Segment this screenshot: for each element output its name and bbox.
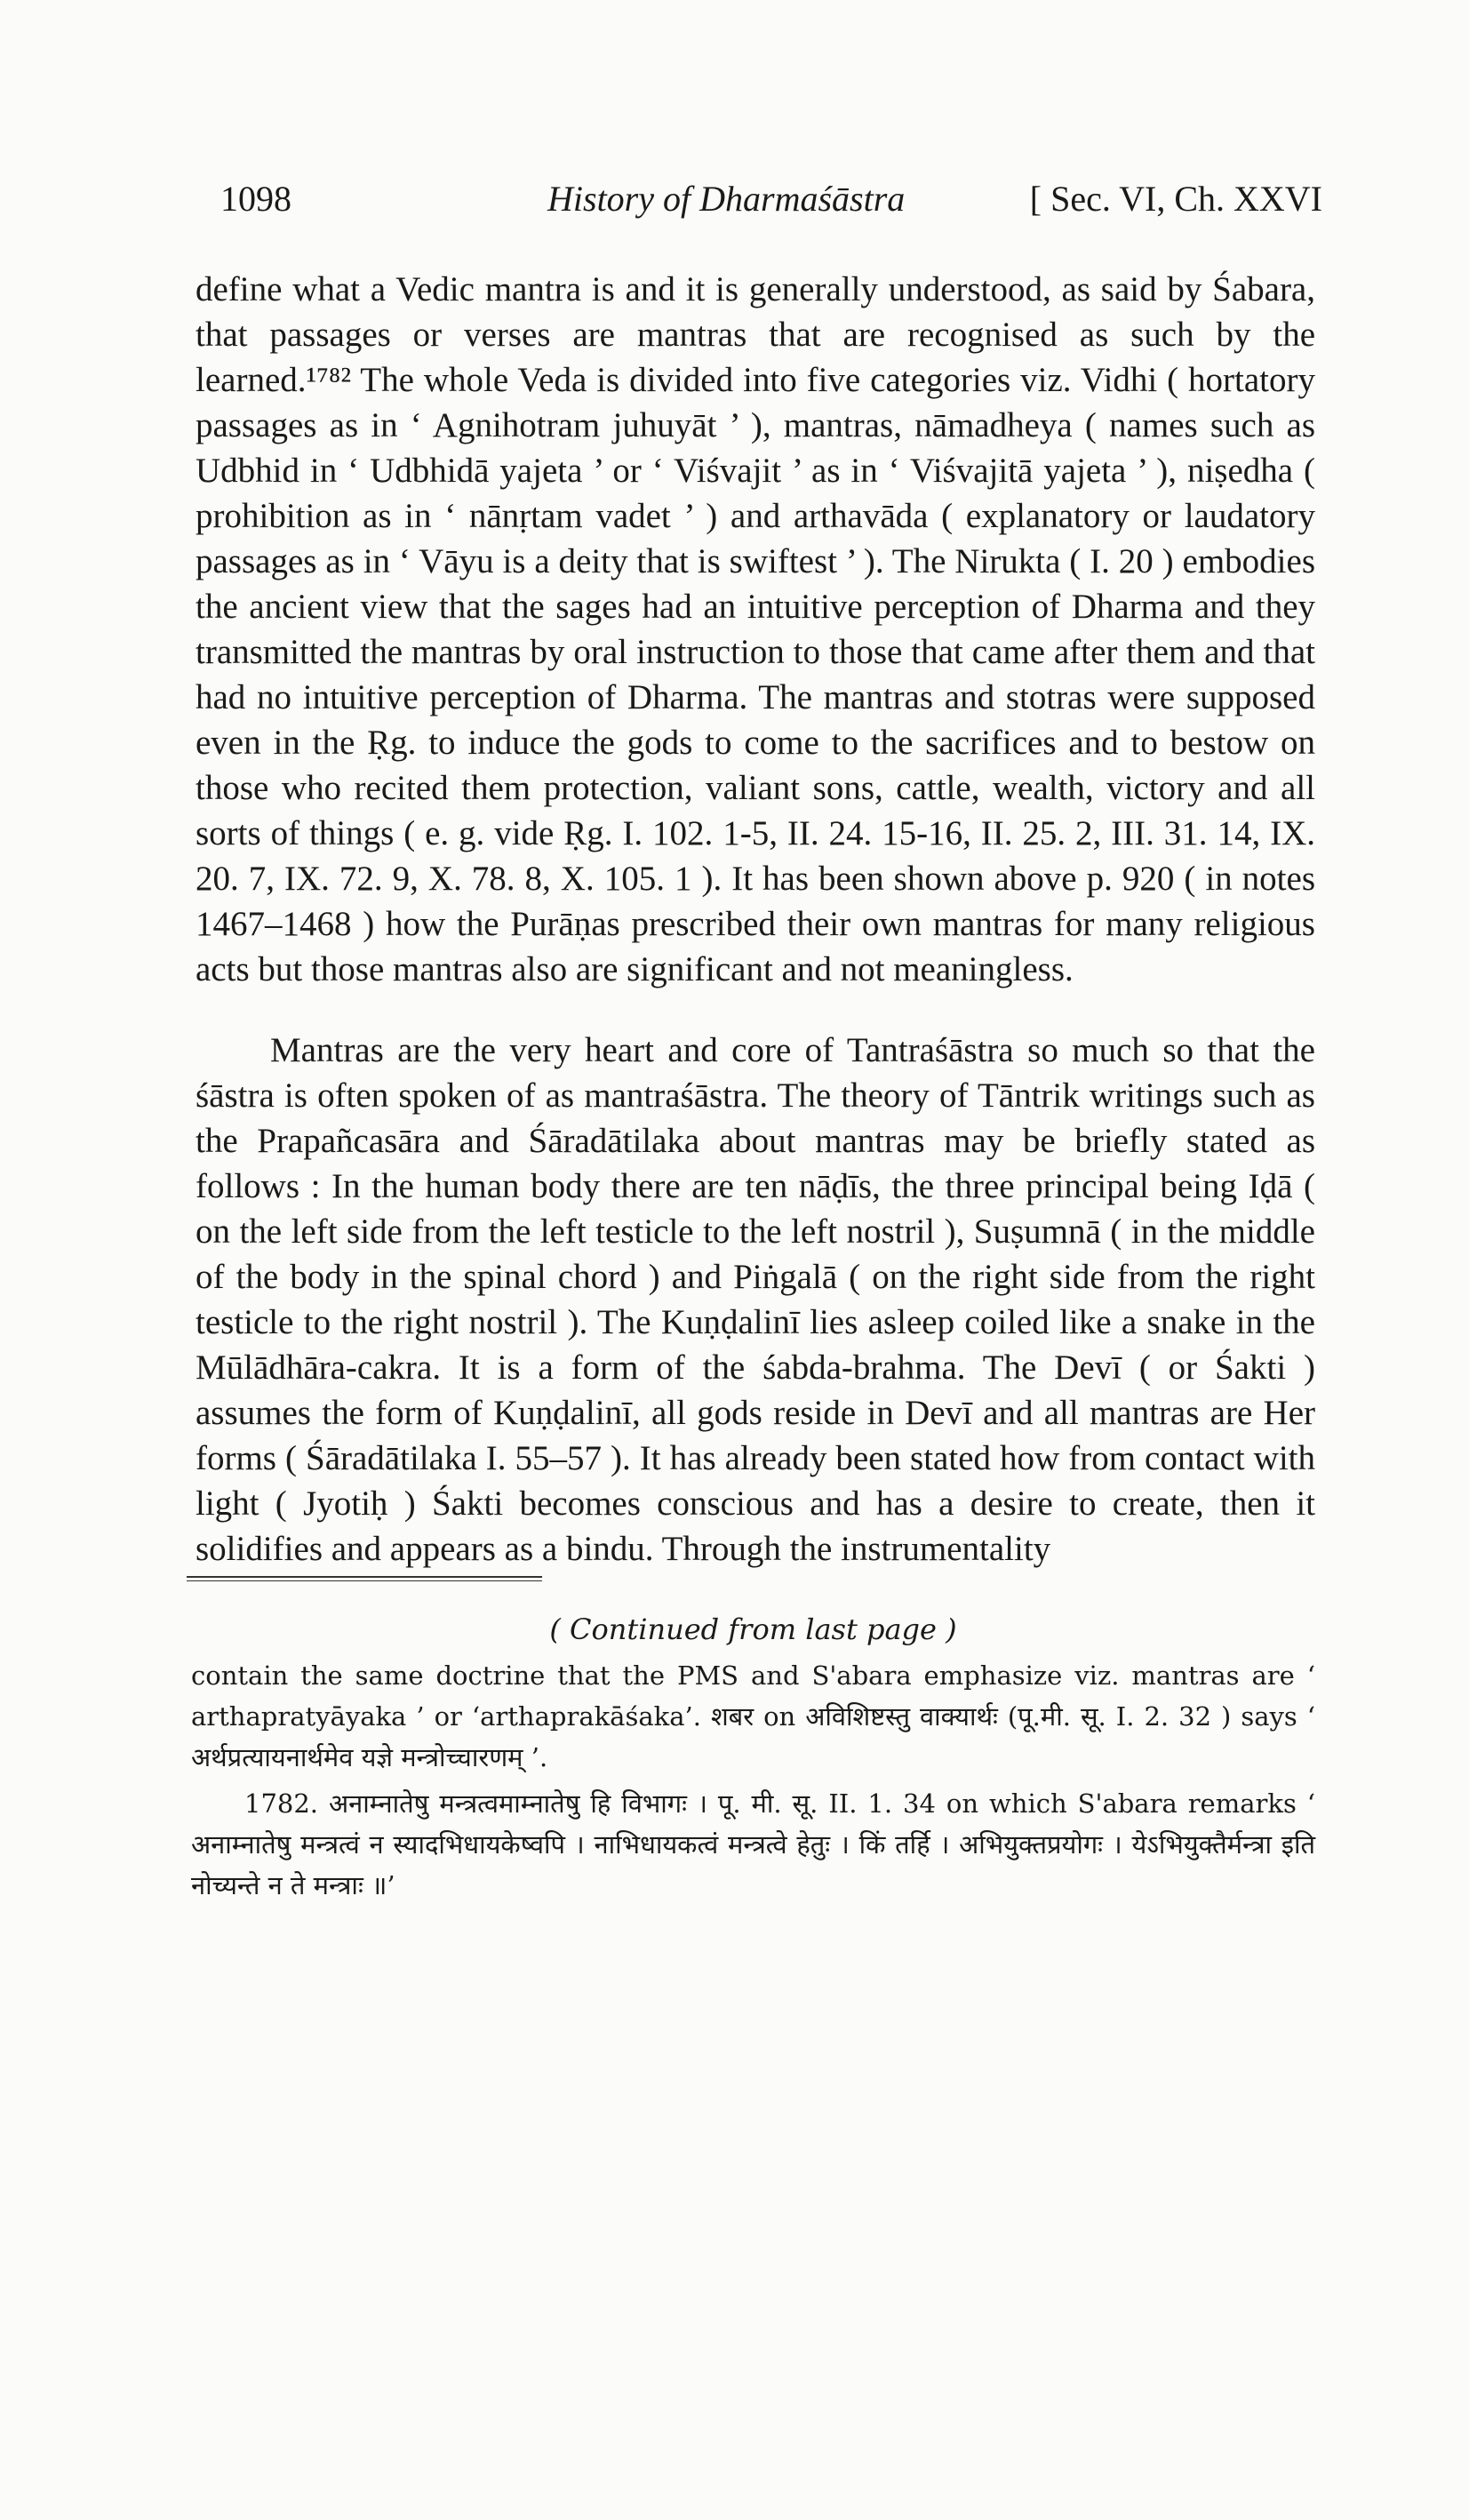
footnotes [191, 1609, 1315, 1906]
continued-label: ( Continued from last page ) [549, 1612, 957, 1646]
page-number: 1098 [220, 179, 291, 219]
continued-footnote: contain the same doctrine that the PMS and S'abara emphasize viz. mantras are ‘ arthapratyāyaka ’ or ‘arthaprakāśaka’. शबर on अविशिष्टस्तु वाक्यार्थः (पू.मी. सू. I. 2. 32 ) says ‘ अर्थप्रत्यायनार्थमेव यज्ञे मन्त्रोच्चारणम् ’. [191, 1660, 1315, 1772]
footnote-separator [187, 1576, 542, 1581]
running-title: History of Dharmaśāstra [547, 179, 906, 219]
section-reference: [ Sec. VI, Ch. XXVI [1029, 179, 1322, 219]
footnote-1782: 1782. अनाम्नातेषु मन्त्रत्वमाम्नातेषु हि विभागः । पू. मी. सू. II. 1. 34 on which S'abara remarks ‘ अनाम्नातेषु मन्त्रत्वं न स्यादभिधायकेष्वपि । नाभिधायकत्वं मन्त्रत्वे हेतुः । किं तर्हि । अभियुक्तप्रयोगः । येऽभियुक्तैर्मन्त्रा इति नोच्यन्ते न ते मन्त्राः ॥’ [191, 1788, 1315, 1900]
page-header [220, 178, 1322, 231]
paragraph-tantra-mantras: Mantras are the very heart and core of Tantraśāstra so much so that the śāstra is often spoken of as mantraśāstra. The theory of Tāntrik writings such as the Prapañcasāra and Śāradātilaka about mantras may be briefly stated as follows : In the human body there are ten nāḍīs, the three principal being Iḍā ( on the left side from the left testicle to the left nostril ), Suṣumnā ( in the middle of the body in the spinal chord ) and Piṅgalā ( on the right side from the right testicle to the right nostril ). The Kuṇḍalinī lies asleep coiled like a snake in the Mūlādhāra-cakra. It is a form of the śabda-brahma. The Devī ( or Śakti ) assumes the form of Kuṇḍalinī, all gods reside in Devī and all mantras are Her forms ( Śāradātilaka I. 55–57 ). It has already been stated how from contact with light ( Jyotiḥ ) Śakti becomes conscious and has a desire to create, then it solidifies and appears as a bindu. Through the instrumentality [196, 1031, 1315, 1568]
paragraph-vedic-mantra: define what a Vedic mantra is and it is generally understood, as said by Śabara, that passages or verses are mantras that are recognised as such by the learned.¹⁷⁸² The whole Veda is divided into five categories viz. Vidhi ( hortatory passages as in ‘ Agnihotram juhuyāt ’ ), mantras, nāmadheya ( names such as Udbhid in ‘ Udbhidā yajeta ’ or ‘ Viśvajit ’ as in ‘ Viśvajitā yajeta ’ ), niṣedha ( prohibition as in ‘ nānṛtam vadet ’ ) and arthavāda ( explanatory or laudatory passages as in ‘ Vāyu is a deity that is swiftest ’ ). The Nirukta ( I. 20 ) embodies the ancient view that the sages had an intuitive perception of Dharma and they transmitted the mantras by oral instruction to those that came after them and that had no intuitive perception of Dharma. The mantras and stotras were supposed even in the Ṛg. to induce the gods to come to the sacrifices and to bestow on those who recited them protection, valiant sons, cattle, wealth, victory and all sorts of things ( e. g. vide Ṛg. I. 102. 1-5, II. 24. 15-16, II. 25. 2, III. 31. 14, IX. 20. 7, IX. 72. 9, X. 78. 8, X. 105. 1 ). It has been shown above p. 920 ( in notes 1467–1468 ) how the Purāṇas prescribed their own mantras for many religious acts but those mantras also are significant and not meaningless. [196, 270, 1315, 988]
main-text [196, 267, 1315, 1572]
